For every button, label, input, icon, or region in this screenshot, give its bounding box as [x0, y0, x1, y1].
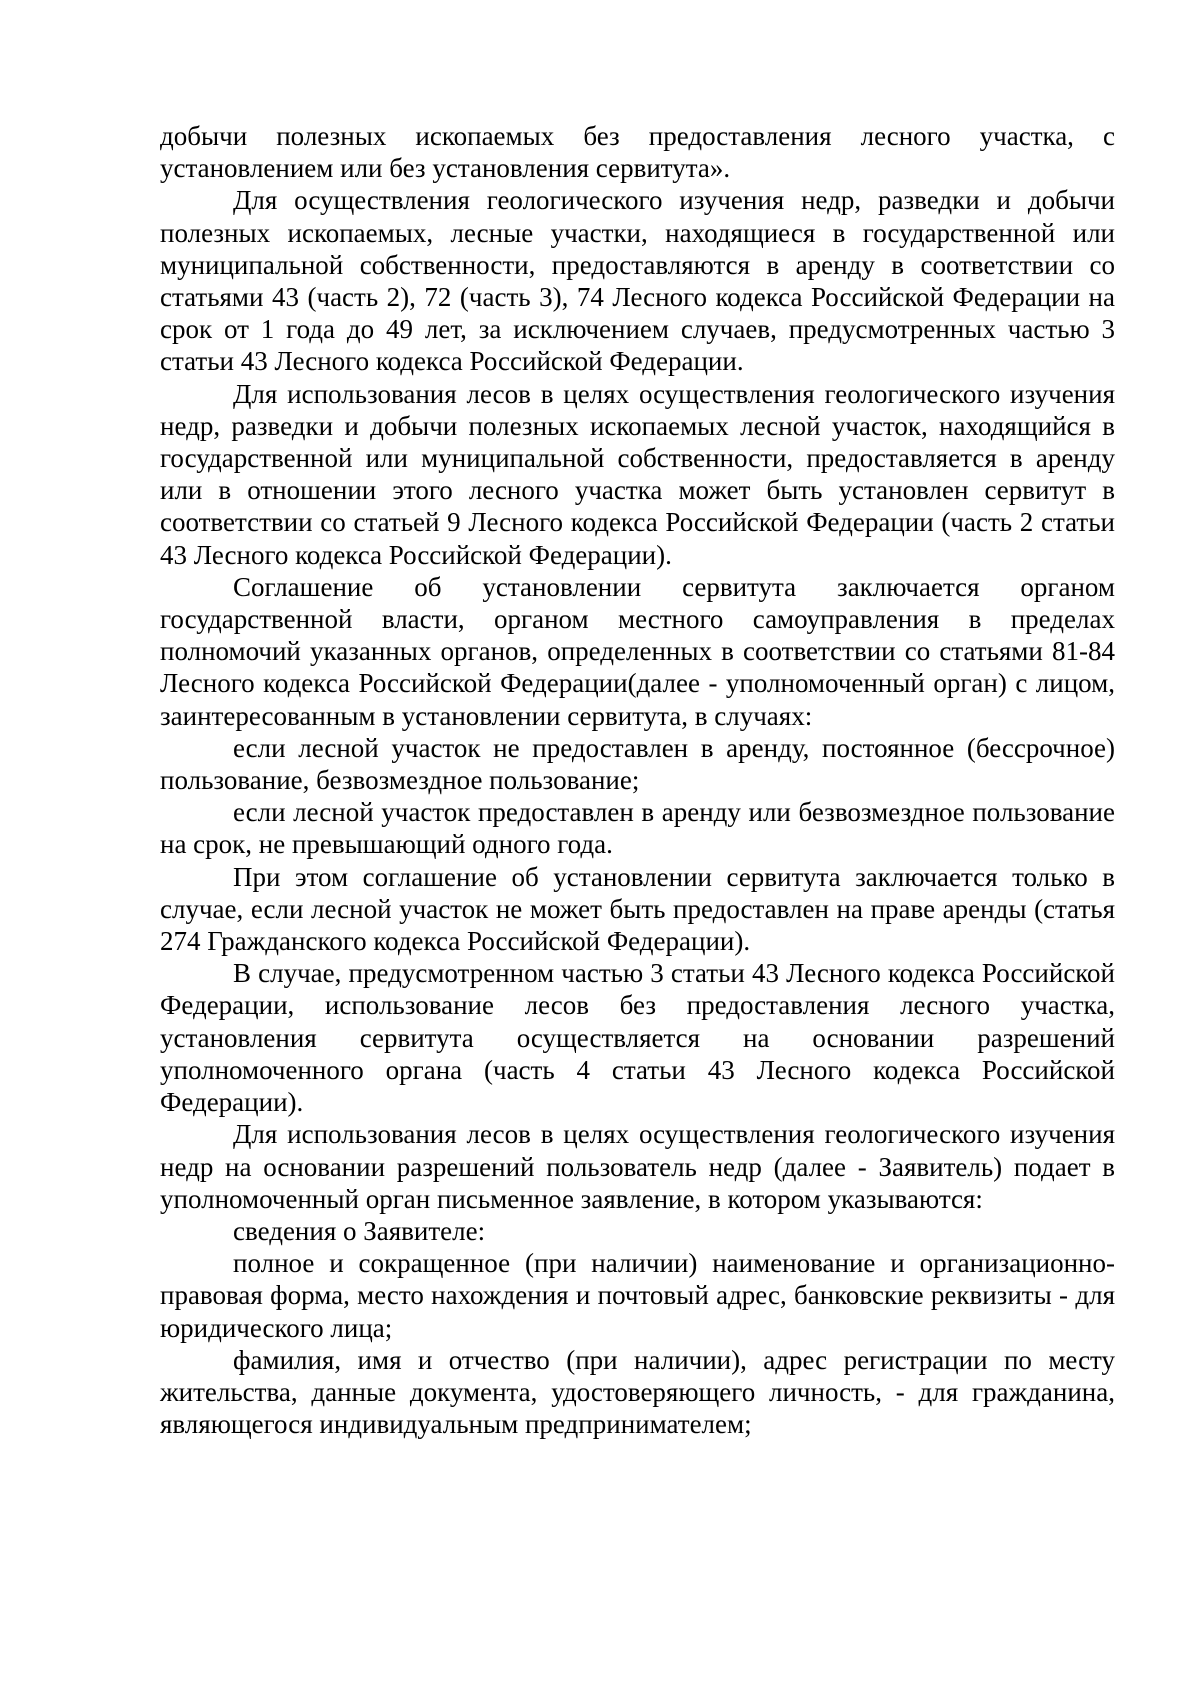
paragraph-continuation: добычи полезных ископаемых без предоставления лесного участка, с установлением или без установления сервитута». [160, 121, 1115, 184]
paragraph-legal-entity: полное и сокращенное (при наличии) наименование и организационно-правовая форма, место нахождения и почтовый адрес, банковские реквизиты - для юридического лица; [160, 1248, 1115, 1343]
paragraph-servitude-condition: При этом соглашение об установлении сервитута заключается только в случае, если лесной участок не может быть предоставлен на праве аренды (статья 274 Гражданского кодекса Российской Федерации). [160, 861, 1115, 957]
paragraph-individual-entrepreneur: фамилия, имя и отчество (при наличии), адрес регистрации по месту жительства, данные документа, удостоверяющего личность, - для гражданина, являющегося индивидуальным предпринимателем; [160, 1344, 1115, 1440]
paragraph-lease-or-servitude: Для использования лесов в целях осуществления геологического изучения недр, разведки и добычи полезных ископаемых лесной участок, находящийся в государственной или муниципальной собственности, предоставляется в аренду или в отношении этого лесного участка может быть установлен сервитут в соответствии со статьей 9 Лесного кодекса Российской Федерации (часть 2 статьи 43 Лесного кодекса Российской Федерации). [160, 378, 1115, 570]
paragraph-applicant-info: сведения о Заявителе: [233, 1215, 486, 1246]
paragraph-lease-basis: Для осуществления геологического изучения недр, разведки и добычи полезных ископаемых, лесные участки, находящиеся в государственной или муниципальной собственности, предоставляются в аренду в соответствии со статьями 43 (часть 2), 72 (часть 3), 74 Лесного кодекса Российской Федерации на срок от 1 года до 49 лет, за исключением случаев, предусмотренных частью 3 статьи 43 Лесного кодекса Российской Федерации. [160, 185, 1115, 377]
document-page [160, 120, 1115, 1440]
paragraph-permit-use: В случае, предусмотренном частью 3 статьи 43 Лесного кодекса Российской Федерации, использование лесов без предоставления лесного участка, установления сервитута осуществляется на основании разрешений уполномоченного органа (часть 4 статьи 43 Лесного кодекса Российской Федерации). [160, 958, 1115, 1118]
paragraph-application: Для использования лесов в целях осуществления геологического изучения недр на основании разрешений пользователь недр (далее - Заявитель) подает в уполномоченный орган письменное заявление, в котором указываются: [160, 1119, 1115, 1214]
paragraph-servitude-agreement: Соглашение об установлении сервитута заключается органом государственной власти, органом местного самоуправления в пределах полномочий указанных органов, определенных в соответствии со статьями 81-84 Лесного кодекса Российской Федерации(далее - уполномоченный орган) с лицом, заинтересованным в установлении сервитута, в случаях: [160, 571, 1115, 731]
paragraph-case-short-term: если лесной участок предоставлен в аренду или безвозмездное пользование на срок, не превышающий одного года. [160, 797, 1115, 860]
paragraph-case-not-leased: если лесной участок не предоставлен в аренду, постоянное (бессрочное) пользование, безвозмездное пользование; [160, 732, 1115, 796]
